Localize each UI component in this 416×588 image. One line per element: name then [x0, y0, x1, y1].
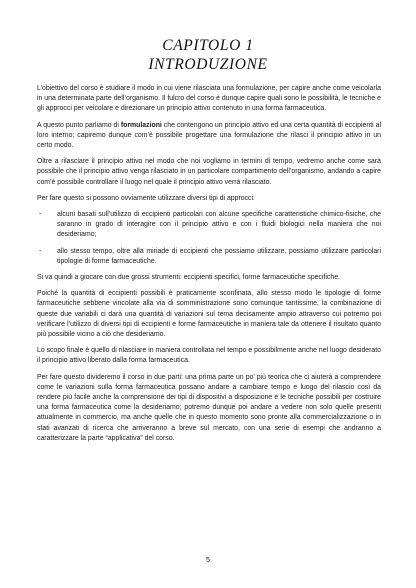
list-item: - allo stesso tempo, oltre alla miriade di eccipienti che possiamo utilizzare, possiamo utilizzare particolari tipologie di forme farmaceutiche. — [39, 247, 381, 265]
paragraph-goal: Lo scopo finale è quello di rilasciare in maniera controllata nel tempo e possibilmente anche nel luogo desiderato il principio attivo liberato dalla forma farmaceutica. — [37, 347, 381, 365]
approaches-list — [37, 210, 381, 267]
chapter-number: CAPITOLO 1 — [162, 37, 254, 54]
chapter-body — [37, 84, 381, 450]
page-number: 5 — [206, 557, 210, 564]
paragraph-objective: L’obiettivo del corso è studiare il modo in cui viene rilasciata una formulazione, per capire anche come veicolarla in una determinata parte dell’organismo. Il fulcro del corso è dunque capire quali sono le possibilità, le tecniche e gli approcci per veicolare e direzionare un principio attivo contenuto in una forma farmaceutica. — [37, 85, 381, 113]
paragraph-excipients: Poiché la quantità di eccipienti possibili è praticamente sconfinata, allo stesso modo le tipologie di forme farmaceutiche sebbene vincolate alla via di somministrazione sono comunque tantissime, la combinazione di queste due variabili ci darà una quantità di variazioni sul tema decisamente ampio attraverso cui potremo poi verificare l’utilizzo di diversi tipi di eccipienti e forme farmaceutiche in maniera tale da ottenere il risultato quanto più possibile vicino a ciò che desideriamo. — [37, 290, 381, 339]
paragraph-release-site: Oltre a rilasciare il principio attivo nel modo che noi vogliamo in termini di tempo, vedremo anche come sarà possibile che il principio attivo venga rilasciato in un particolare compartimento dell’organismo, andando a capire com’è possibile controllare il luogo nel quale il principio attivo verrà rilasciato. — [37, 158, 381, 186]
dash-bullet: - — [39, 247, 42, 255]
paragraph-approaches-intro: Per fare questo si possono ovviamente utilizzare diversi tipi di approcci: — [37, 194, 255, 202]
paragraph-course-structure: Per fare questo divideremo il corso in due parti: una prima parte un po’ più teorica che ci aiuterà a comprendere come le variazioni sulla forma farmaceutica possano andare a cambiare tempo e luogo del rilascio così da rendere più facile anche la comprensione dei tipi di dispositivi a disposizione e le tecniche possibili per costruire una forma farmaceutica come la desideriamo; potremo dunque poi andare a vedere non solo quelle presenti attualmente in commercio, ma anche quelle che in questo momento sono pronte alla commercializzazione o in stati avanzati di ricerca che arriveranno a breve sul mercato, con una serie di esempi che andranno a caratterizzare la parte “applicativa” del corso. — [37, 373, 381, 442]
chapter-title: INTRODUZIONE — [148, 56, 268, 73]
chapter-heading — [0, 36, 416, 74]
dash-bullet: - — [39, 211, 42, 219]
bold-term-formulazioni: formulazioni — [120, 121, 162, 129]
list-item: - alcuni basati sull’utilizzo di eccipienti particolari con alcune specifiche caratteristiche chimico-fisiche, che saranno in grado di interagire con il principio attivo e con i fluidi biologici nella maniera che noi desideriamo; — [39, 211, 381, 239]
paragraph-formulations: A questo punto parliamo di formulazioni che contengono un principio attivo ed una certa quantità di eccipienti al loro interno; capiremo dunque com’è possibile progettare una formulazione che rilasci il principio attivo in un certo modo. — [37, 121, 381, 150]
paragraph-tools: Si va quindi a giocare con due grossi strumenti: eccipienti specifici, forme farmaceutiche specifiche. — [37, 274, 340, 282]
